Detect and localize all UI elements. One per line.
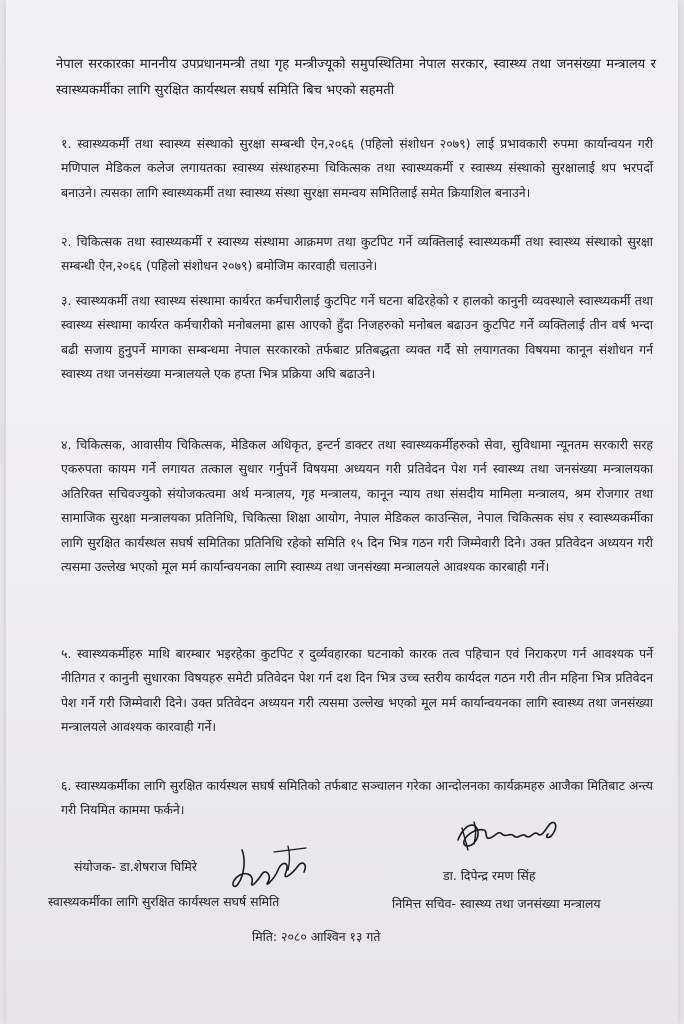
agreement-point-3: ३. स्वास्थ्यकर्मी तथा स्वास्थ्य संस्थामा कार्यरत कर्मचारीलाई कुटपिट गर्ने घटना बढिरहेको र हालको कानुनी व्यवस्थाले स्वास्थ्यकर्मी तथा स्वास्थ्य संस्थामा कार्यरत कर्मचारीको मनोबलमा ह्रास आएको हुँदा निजहरुको मनोबल बढाउन कुटपिट गर्ने व्यक्तिलाई तीन वर्ष भन्दा बढी सजाय हुनुपर्ने मागका सम्बन्धमा नेपाल सरकारको तर्फबाट प्रतिबद्धता व्यक्त गर्दै सो लयागतका विषयमा कानून संशोधन गर्न स्वास्थ्य तथा जनसंख्या मन्त्रालयले एक हप्ता भित्र प्रक्रिया अघि बढाउने। — [61, 293, 653, 382]
agreement-point-4: ४. चिकित्सक, आवासीय चिकित्सक, मेडिकल अधिकृत, इन्टर्न डाक्टर तथा स्वास्थ्यकर्मीहरुको सेवा, सुविधामा न्यूनतम सरकारी सरह एकरुपता कायम गर्ने लगायत तत्काल सुधार गर्नुपर्ने विषयमा अध्ययन गरी प्रतिवेदन पेश गर्न स्वास्थ्य तथा जनसंख्या मन्त्रालयका अतिरिक्त सचिवज्युको संयोजकत्वमा अर्थ मन्त्रालय, गृह मन्त्रालय, कानून न्याय तथा संसदीय मामिला मन्त्रालय, श्रम रोजगार तथा सामाजिक सुरक्षा मन्त्रालयका प्रतिनिधि, चिकित्सा शिक्षा आयोग, नेपाल मेडिकल काउन्सिल, नेपाल चिकित्सक संघ र स्वास्थ्यकर्मीका लागि सुरक्षित कार्यस्थल सघर्ष समितिका प्रतिनिधि रहेको समिति १५ दिन भित्र गठन गरी जिम्मेवारी दिने। उक्त प्रतिवेदन अध्ययन गरी त्यसमा उल्लेख भएको मूल मर्म कार्यान्वयनका लागि स्वास्थ्य तथा जनसंख्या मन्त्रालयले आवश्यक कारबाही गर्ने। — [61, 437, 653, 575]
right-signatory-title: निमित्त सचिव- स्वास्थ्य तथा जनसंख्या मन्त्रालय — [392, 896, 601, 911]
handwritten-signature-left — [228, 840, 320, 898]
agreement-point-1: १. स्वास्थ्यकर्मी तथा स्वास्थ्य संस्थाको सुरक्षा सम्बन्धी ऐन,२०६६ (पहिलो संशोधन २०७९) लाई प्रभावकारी रुपमा कार्यान्वयन गरी मणिपाल मेडिकल कलेज लगायतका स्वास्थ्य संस्थाहरुमा चिकित्सक तथा स्वास्थ्यकर्मी र स्वास्थ्य संस्थाको सुरक्षालाई थप भरपर्दो बनाउने। त्यसका लागि स्वास्थ्यकर्मी तथा स्वास्थ्य संस्था सुरक्षा समन्वय समितिलाई समेत क्रियाशिल बनाउने। — [61, 136, 653, 200]
left-signatory-name: संयोजक- डा.शेषराज घिमिरे — [74, 859, 197, 874]
document-heading: नेपाल सरकारका माननीय उपप्रधानमन्त्री तथा गृह मन्त्रीज्यूको समुपस्थितिमा नेपाल सरकार, स्वास्थ्य तथा जनसंख्या मन्त्रालय र स्वास्थ्यकर्मीका लागि सुरक्षित कार्यस्थल सघर्ष समिति बिच भएको सहमती — [56, 57, 656, 98]
agreement-point-2: २. चिकित्सक तथा स्वास्थ्यकर्मी र स्वास्थ्य संस्थामा आक्रमण तथा कुटपिट गर्ने व्यक्तिलाई स्वास्थ्यकर्मी तथा स्वास्थ्य संस्थाको सुरक्षा सम्बन्धी ऐन,२०६६ (पहिलो संशोधन २०७९) बमोजिम कारवाही चलाउने। — [61, 234, 653, 274]
agreement-point-5: ५. स्वास्थ्यकर्मीहरु माथि बारम्बार भइरहेका कुटपिट र दुर्व्यवहारका घटनाको कारक तत्व पहिचान एवं निराकरण गर्न आवश्यक पर्ने नीतिगत र कानुनी सुधारका विषयहरु समेटी प्रतिवेदन पेश गर्न दश दिन भित्र उच्च स्तरीय कार्यदल गठन गरी तीन महिना भित्र प्रतिवेदन पेश गर्ने गरी जिम्मेवारी दिने। उक्त प्रतिवेदन अध्ययन गरी त्यसमा उल्लेख भएको मूल मर्म कार्यान्वयनका लागि स्वास्थ्य तथा जनसंख्या मन्त्रालयले आवश्यक कारवाही गर्ने। — [61, 646, 653, 735]
handwritten-signature-right — [454, 810, 564, 862]
document-page — [6, 0, 678, 1024]
left-signatory-title: स्वास्थ्यकर्मीका लागि सुरक्षित कार्यस्थल सघर्ष समिति — [48, 894, 280, 909]
right-signatory-name: डा. दिपेन्द्र रमण सिंह — [443, 868, 536, 883]
agreement-point-6: ६. स्वास्थ्यकर्मीका लागि सुरक्षित कार्यस्थल सघर्ष समितिको तर्फबाट सञ्चालन गरेका आन्दोलनका कार्यक्रमहरु आजैका मितिबाट अन्त्य गरी नियमित काममा फर्कने। — [61, 778, 653, 818]
document-date: मिति: २०८० आश्विन १३ गते — [252, 929, 381, 944]
